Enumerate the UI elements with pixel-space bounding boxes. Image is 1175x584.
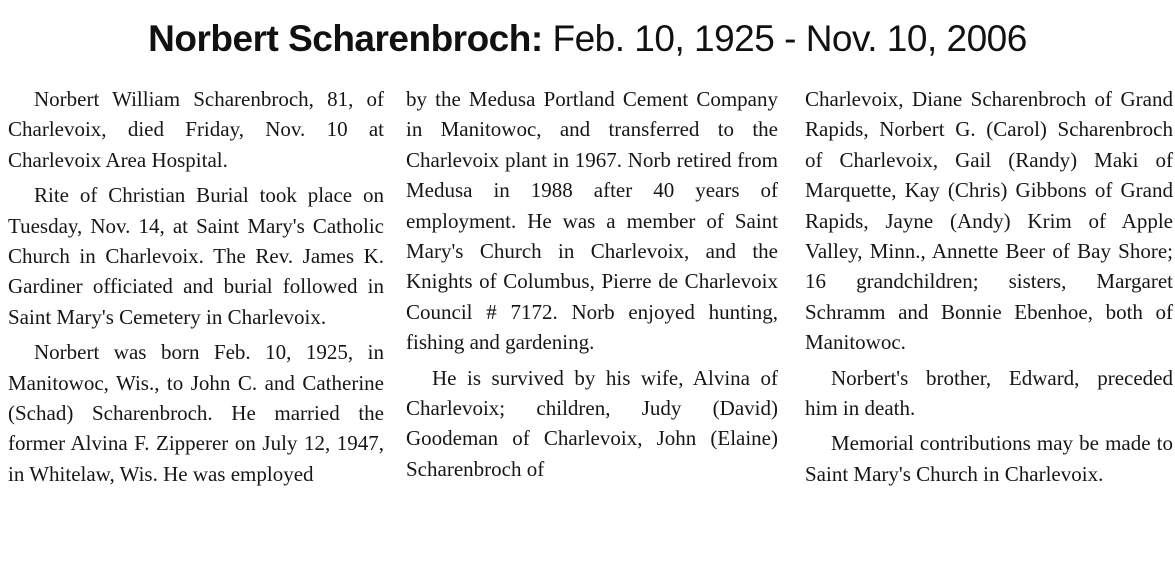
text-column-1 xyxy=(8,84,384,489)
paragraph-burial: Rite of Christian Burial took place on Tuesday, Nov. 14, at Saint Mary's Catholic Church in Charlevoix. The Rev. James K. Gardiner officiated and burial followed in Saint Mary's Cemetery in Charlevoix. xyxy=(8,183,384,329)
paragraph-preceded-in-death: Norbert's brother, Edward, preceded him in death. xyxy=(805,365,1173,421)
paragraph-memorial-contributions: Memorial contributions may be made to Saint Mary's Church in Charlevoix. xyxy=(805,431,1173,486)
paragraph-survivors: He is survived by his wife, Alvina of Charlevoix; children, Judy (David) Goodeman of Charlevoix, John (Elaine) Scharenbroch of xyxy=(406,365,778,481)
headline-name: Norbert Scharenbroch: xyxy=(148,18,543,59)
paragraph-employment-continued: by the Medusa Portland Cement Company in Manitowoc, and transferred to the Charlevoix plant in 1967. Norb retired from Medusa in 1988 after 40 years of employment. He was a member of Saint Mary's Church in Charlevoix, and the Knights of Columbus, Pierre de Charlevoix Council # 7172. Norb enjoyed hunting, fishing and gardening. xyxy=(406,87,778,355)
headline-dates: Feb. 10, 1925 - Nov. 10, 2006 xyxy=(552,18,1027,59)
text-column-3 xyxy=(805,84,1173,489)
headline xyxy=(0,14,1175,64)
text-column-2 xyxy=(406,84,778,484)
paragraph-death-notice: Norbert William Scharenbroch, 81, of Charlevoix, died Friday, Nov. 10 at Charlevoix Area Hospital. xyxy=(8,87,384,172)
paragraph-birth-marriage: Norbert was born Feb. 10, 1925, in Manitowoc, Wis., to John C. and Catherine (Schad) Scharenbroch. He married the former Alvina F. Zipperer on July 12, 1947, in Whitelaw, Wis. He was employed xyxy=(8,340,384,486)
paragraph-survivors-continued: Charlevoix, Diane Scharenbroch of Grand Rapids, Norbert G. (Carol) Scharenbroch of Charlevoix, Gail (Randy) Maki of Marquette, Kay (Chris) Gibbons of Grand Rapids, Jayne (Andy) Krim of Apple Valley, Minn., Annette Beer of Bay Shore; 16 grandchildren; sisters, Margaret Schramm and Bonnie Ebenhoe, both of Manitowoc. xyxy=(805,87,1173,355)
